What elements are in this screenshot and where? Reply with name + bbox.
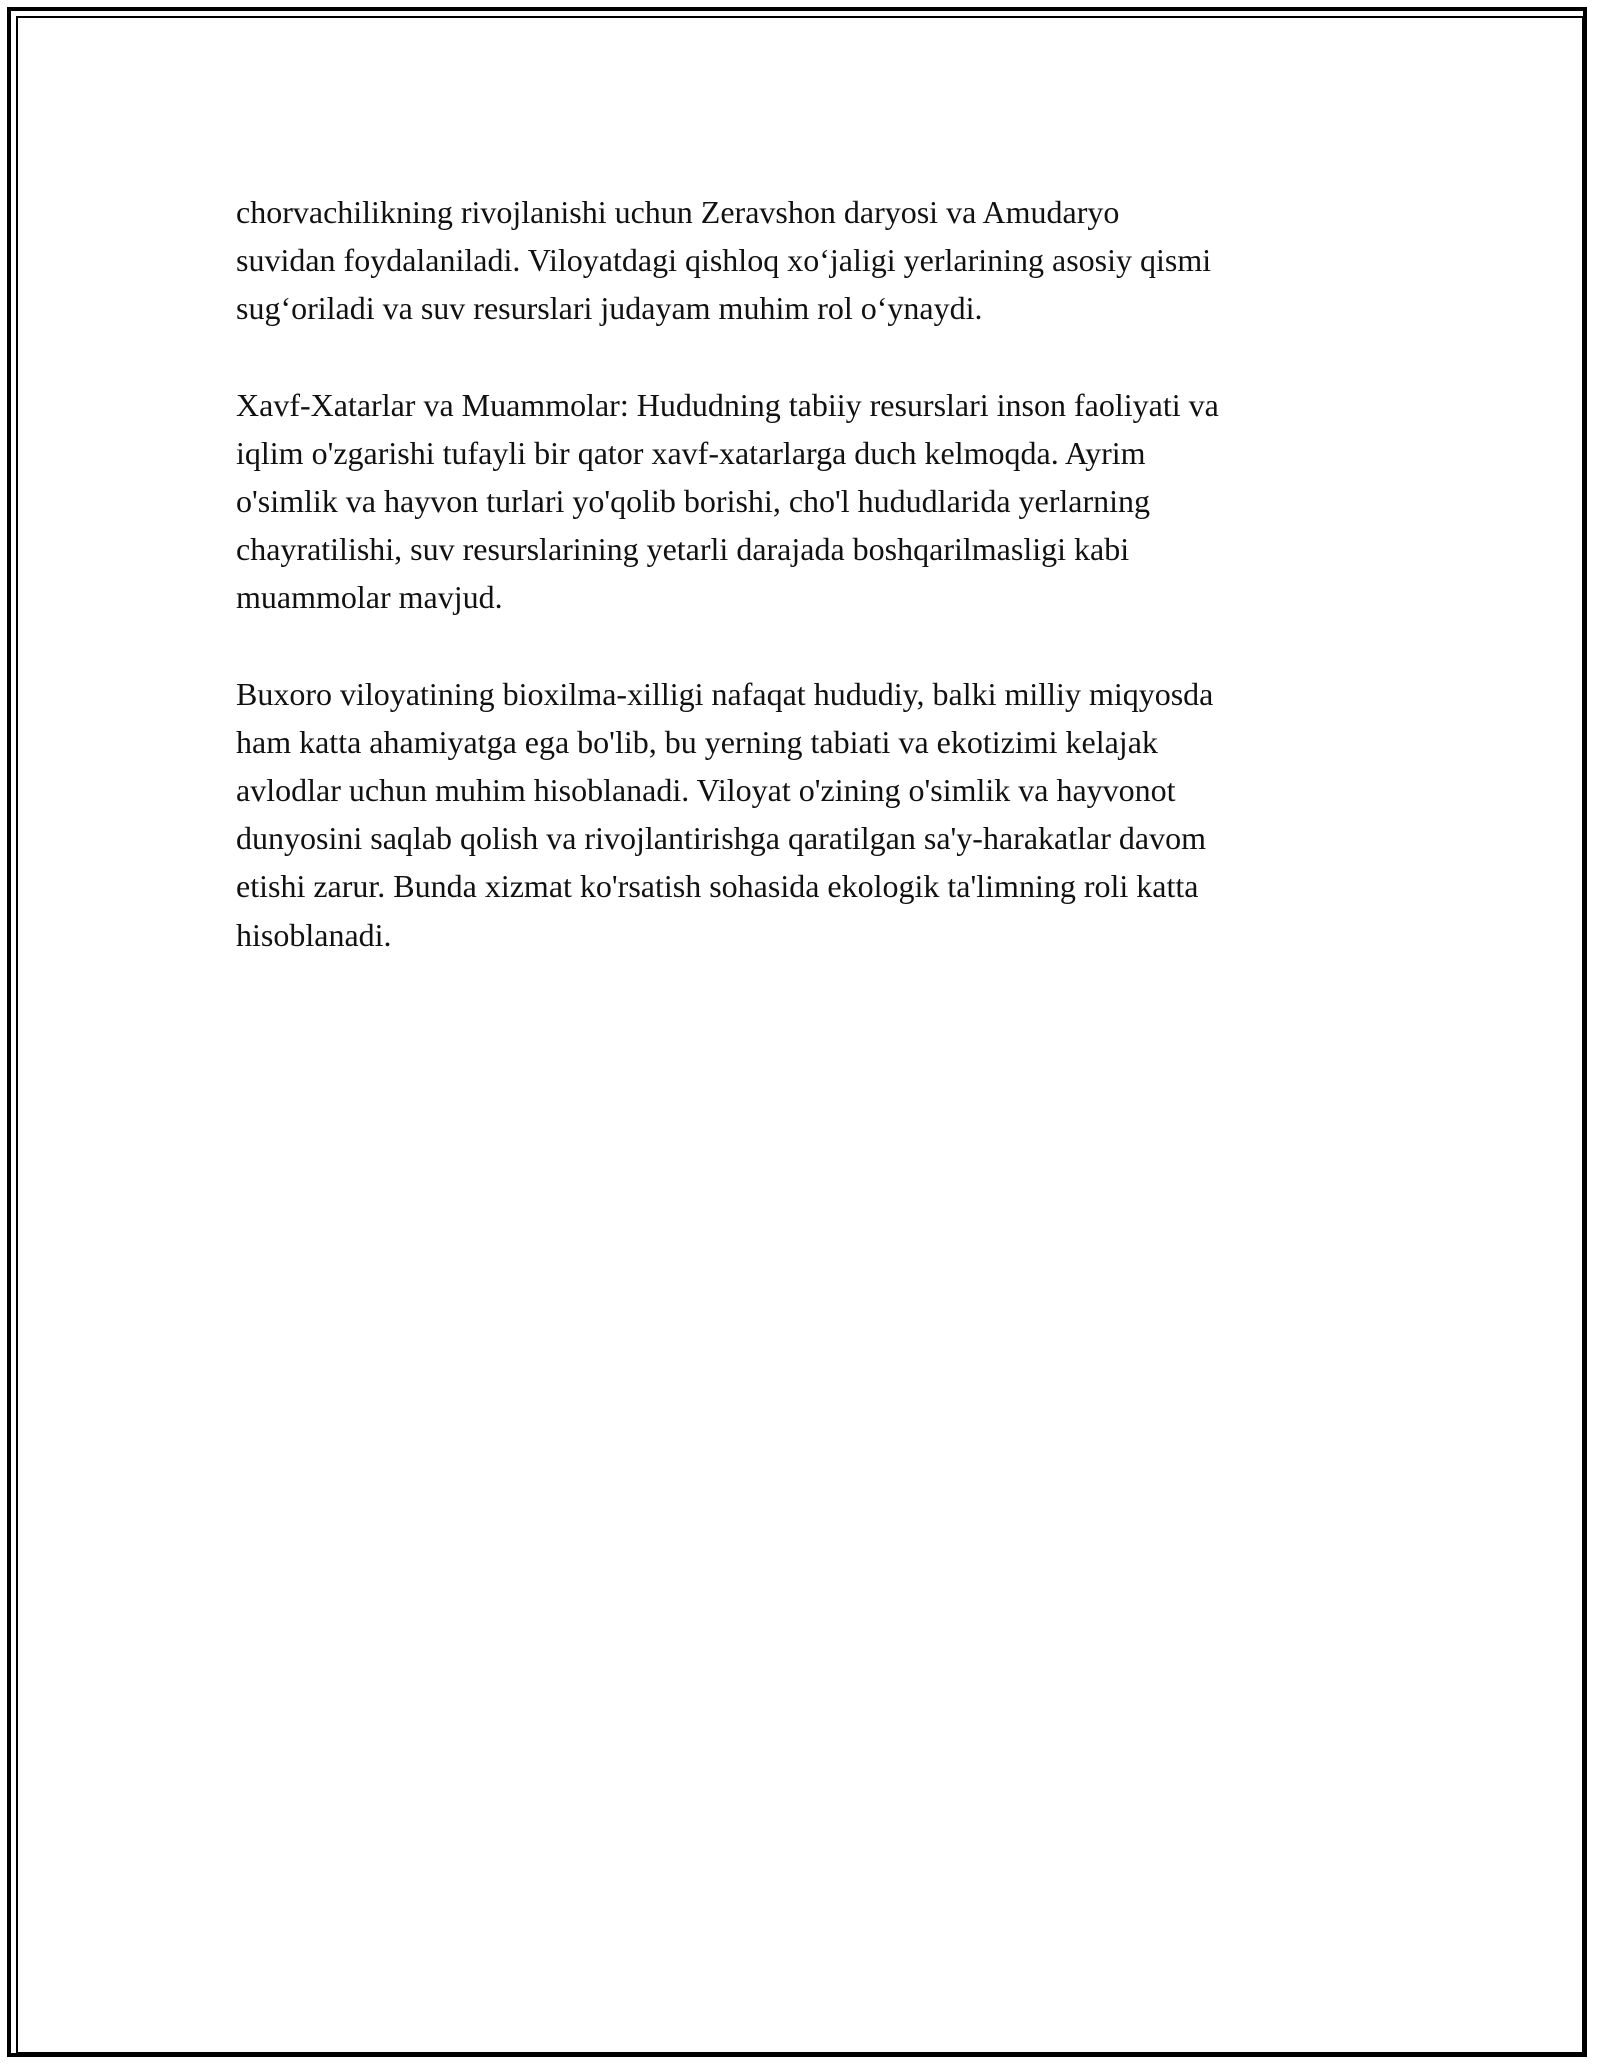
- paragraph-biodiversity: [236, 670, 1376, 959]
- text-line: chayratilishi, suv resurslarining yetarli darajada boshqarilmasligi kabi: [236, 531, 1130, 568]
- text-line: etishi zarur. Bunda xizmat ko'rsatish sohasida ekologik ta'limning roli katta: [236, 868, 1199, 905]
- text-line: chorvachilikning rivojlanishi uchun Zeravshon daryosi va Amudaryo: [236, 194, 1120, 230]
- text-line: muammolar mavjud.: [236, 579, 503, 616]
- paragraph-risks: [236, 381, 1376, 622]
- text-line: avlodlar uchun muhim hisoblanadi. Viloyat o'zining o'simlik va hayvonot: [236, 772, 1176, 809]
- paragraph-irrigation: [236, 188, 1376, 333]
- text-line: dunyosini saqlab qolish va rivojlantirishga qaratilgan sa'y-harakatlar davom: [236, 820, 1206, 857]
- text-line: ham katta ahamiyatga ega bo'lib, bu yerning tabiati va ekotizimi kelajak: [236, 723, 1158, 760]
- text-line: Xavf-Xatarlar va Muammolar: Hududning tabiiy resurslari inson faoliyati va: [236, 386, 1219, 423]
- text-line: hisoblanadi.: [236, 916, 392, 953]
- text-line: Buxoro viloyatining bioxilma-xilligi nafaqat hududiy, balki milliy miqyosda: [236, 675, 1214, 712]
- text-line: o'simlik va hayvon turlari yo'qolib borishi, cho'l hududlarida yerlarning: [236, 483, 1151, 520]
- document-body: [236, 188, 1376, 1007]
- text-line: sug‘oriladi va suv resurslari judayam muhim rol o‘ynaydi.: [236, 290, 983, 327]
- text-line: iqlim o'zgarishi tufayli bir qator xavf-xatarlarga duch kelmoqda. Ayrim: [236, 434, 1146, 471]
- text-line: suvidan foydalaniladi. Viloyatdagi qishloq xo‘jaligi yerlarining asosiy qismi: [236, 242, 1212, 279]
